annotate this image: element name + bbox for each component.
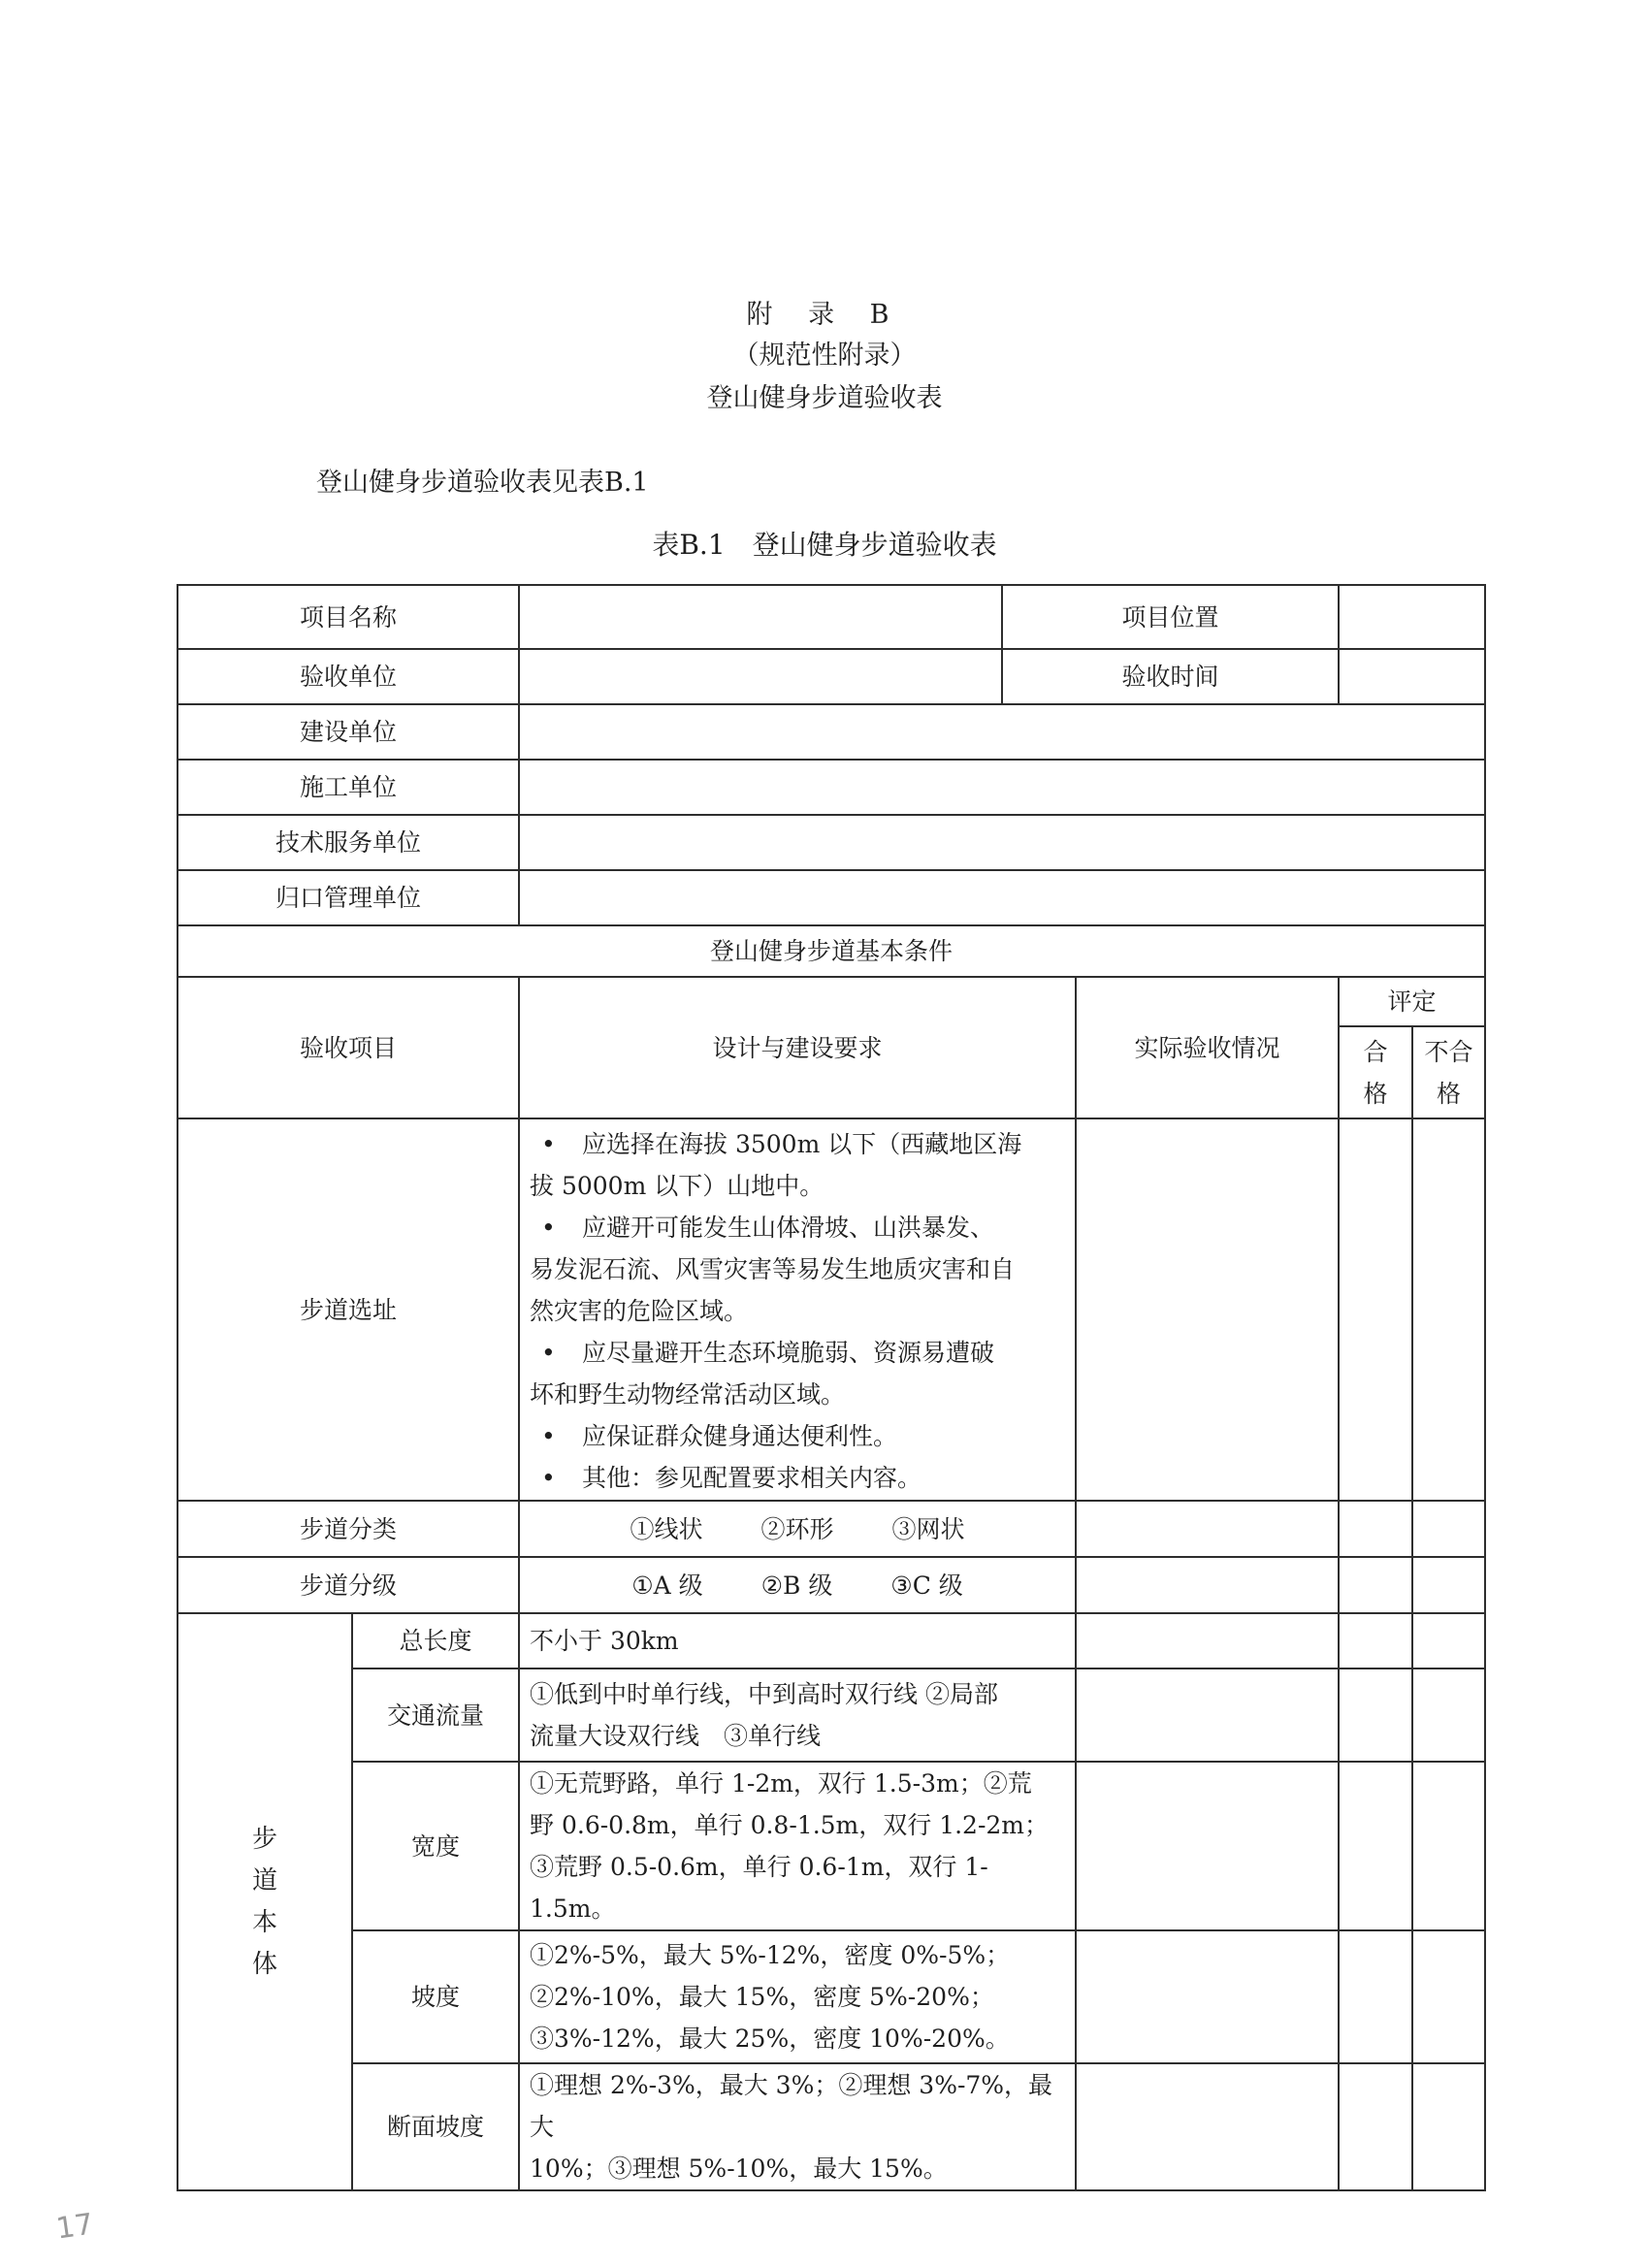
classification-option-1[interactable]: ①线状: [630, 1514, 703, 1543]
header-item: 验收项目: [178, 977, 519, 1118]
accept-unit-label: 验收单位: [178, 649, 519, 704]
grade-actual[interactable]: [1076, 1557, 1339, 1613]
bullet-icon: •: [541, 1130, 556, 1158]
appendix-subtitle: （规范性附录）: [732, 340, 917, 371]
row-mgmt-unit: [178, 870, 1485, 925]
grade-fail[interactable]: [1412, 1557, 1485, 1613]
acceptance-table: [177, 584, 1486, 2191]
bullet-icon: •: [541, 1214, 556, 1242]
site-line-1: 拔 5000m 以下）山地中。: [530, 1172, 824, 1200]
row-project-name: [178, 585, 1485, 649]
width-requirement: ①无荒野路，单行 1-2m，双行 1.5-3m；②荒 野 0.6-0.8m，单行 0.8-1.5m，双行 1.2-2m； ③荒野 0.5-0.6m，单行 0.6-1m，双行 1-1.5m。: [519, 1762, 1076, 1930]
traffic-label: 交通流量: [352, 1669, 519, 1762]
width-fail[interactable]: [1412, 1762, 1485, 1930]
traffic-requirement: ①低到中时单行线，中到高时双行线 ②局部 流量大设双行线 ③单行线: [519, 1669, 1076, 1762]
row-section-title: [178, 925, 1485, 977]
length-pass[interactable]: [1339, 1613, 1412, 1669]
header-fail-1: 不合: [1424, 1037, 1473, 1066]
site-fail[interactable]: [1412, 1118, 1485, 1501]
row-build-unit: [178, 704, 1485, 760]
classification-label: 步道分类: [178, 1501, 519, 1557]
header-pass-2: 格: [1363, 1079, 1388, 1108]
width-label: 宽度: [352, 1762, 519, 1930]
slope-label: 坡度: [352, 1930, 519, 2063]
row-body-length: [178, 1613, 1485, 1669]
row-accept-unit: [178, 649, 1485, 704]
traffic-pass[interactable]: [1339, 1669, 1412, 1762]
cross-slope-fail[interactable]: [1412, 2063, 1485, 2190]
construct-unit-label: 施工单位: [178, 760, 519, 815]
mgmt-unit-value[interactable]: [519, 870, 1485, 925]
tech-unit-label: 技术服务单位: [178, 815, 519, 870]
slope-requirement: ①2%-5%，最大 5%-12%，密度 0%-5%； ②2%-10%，最大 15%，密度 5%-20%； ③3%-12%，最大 25%，密度 10%-20%。: [519, 1930, 1076, 2063]
length-actual[interactable]: [1076, 1613, 1339, 1669]
row-classification: [178, 1501, 1485, 1557]
site-line-2: • 应避开可能发生山体滑坡、山洪暴发、: [530, 1207, 1065, 1248]
slope-fail[interactable]: [1412, 1930, 1485, 2063]
site-pass[interactable]: [1339, 1118, 1412, 1501]
section-title: 登山健身步道基本条件: [178, 925, 1485, 977]
row-body-cross-slope: [178, 2063, 1485, 2190]
length-fail[interactable]: [1412, 1613, 1485, 1669]
site-actual[interactable]: [1076, 1118, 1339, 1501]
body-char-4: 体: [251, 1949, 277, 1979]
classification-pass[interactable]: [1339, 1501, 1412, 1557]
body-char-2: 道: [251, 1865, 277, 1895]
document-title: 登山健身步道验收表: [706, 383, 943, 413]
classification-option-3[interactable]: ③网状: [891, 1514, 965, 1543]
header-pass-1: 合: [1363, 1037, 1388, 1066]
cross-slope-actual[interactable]: [1076, 2063, 1339, 2190]
grade-option-1[interactable]: ①A 级: [631, 1571, 703, 1600]
grade-option-3[interactable]: ③C 级: [890, 1571, 963, 1600]
site-requirements: [519, 1118, 1076, 1501]
build-unit-value[interactable]: [519, 704, 1485, 760]
header-fail-2: 格: [1437, 1079, 1462, 1108]
length-label: 总长度: [352, 1613, 519, 1669]
header-evaluation: 评定: [1339, 977, 1485, 1026]
bullet-icon: •: [541, 1464, 556, 1492]
body-char-1: 步: [251, 1824, 277, 1854]
project-name-label: 项目名称: [178, 585, 519, 649]
site-line-8: • 其他：参见配置要求相关内容。: [530, 1457, 1065, 1499]
row-grade: [178, 1557, 1485, 1613]
cross-slope-label: 断面坡度: [352, 2063, 519, 2190]
classification-actual[interactable]: [1076, 1501, 1339, 1557]
classification-option-2[interactable]: ②环形: [760, 1514, 834, 1543]
project-location-label: 项目位置: [1002, 585, 1339, 649]
site-label: 步道选址: [178, 1118, 519, 1501]
project-location-value[interactable]: [1339, 585, 1485, 649]
slope-actual[interactable]: [1076, 1930, 1339, 2063]
site-line-6: 坏和野生动物经常活动区域。: [530, 1380, 846, 1409]
cross-slope-pass[interactable]: [1339, 2063, 1412, 2190]
grade-label: 步道分级: [178, 1557, 519, 1613]
grade-option-2[interactable]: ②B 级: [760, 1571, 833, 1600]
classification-options: [519, 1501, 1076, 1557]
cross-slope-requirement: ①理想 2%-3%，最大 3%；②理想 3%-7%，最大 10%；③理想 5%-10%，最大 15%。: [519, 2063, 1076, 2190]
width-pass[interactable]: [1339, 1762, 1412, 1930]
row-body-slope: [178, 1930, 1485, 2063]
bullet-icon: •: [541, 1422, 556, 1450]
header-requirement: 设计与建设要求: [519, 977, 1076, 1118]
row-site: [178, 1118, 1485, 1501]
grade-options: [519, 1557, 1076, 1613]
site-line-3: 易发泥石流、风雪灾害等易发生地质灾害和自: [530, 1255, 1016, 1283]
traffic-fail[interactable]: [1412, 1669, 1485, 1762]
body-group-label: [178, 1613, 352, 2190]
accept-time-value[interactable]: [1339, 649, 1485, 704]
site-line-4: 然灾害的危险区域。: [530, 1297, 749, 1325]
body-char-3: 本: [251, 1907, 277, 1937]
construct-unit-value[interactable]: [519, 760, 1485, 815]
accept-unit-value[interactable]: [519, 649, 1002, 704]
bullet-icon: •: [541, 1339, 556, 1367]
row-header-1: [178, 977, 1485, 1026]
length-requirement: 不小于 30km: [519, 1613, 1076, 1669]
header-pass: [1339, 1026, 1412, 1118]
build-unit-label: 建设单位: [178, 704, 519, 760]
site-line-0: • 应选择在海拔 3500m 以下（西藏地区海: [530, 1123, 1065, 1165]
appendix-title: 附 录 B: [746, 300, 903, 330]
width-actual[interactable]: [1076, 1762, 1339, 1930]
grade-pass[interactable]: [1339, 1557, 1412, 1613]
tech-unit-value[interactable]: [519, 815, 1485, 870]
slope-pass[interactable]: [1339, 1930, 1412, 2063]
row-body-traffic: [178, 1669, 1485, 1762]
traffic-actual[interactable]: [1076, 1669, 1339, 1762]
site-line-5: • 应尽量避开生态环境脆弱、资源易遭破: [530, 1332, 1065, 1374]
project-name-value[interactable]: [519, 585, 1002, 649]
classification-fail[interactable]: [1412, 1501, 1485, 1557]
row-tech-unit: [178, 815, 1485, 870]
accept-time-label: 验收时间: [1002, 649, 1339, 704]
intro-text: 登山健身步道验收表见表B.1: [316, 468, 649, 498]
row-construct-unit: [178, 760, 1485, 815]
table-caption: 表B.1 登山健身步道验收表: [652, 529, 997, 561]
site-line-7: • 应保证群众健身通达便利性。: [530, 1415, 1065, 1457]
row-body-width: [178, 1762, 1485, 1930]
header-actual: 实际验收情况: [1076, 977, 1339, 1118]
page-handwritten-mark: 17: [53, 2207, 96, 2247]
header-fail: [1412, 1026, 1485, 1118]
mgmt-unit-label: 归口管理单位: [178, 870, 519, 925]
